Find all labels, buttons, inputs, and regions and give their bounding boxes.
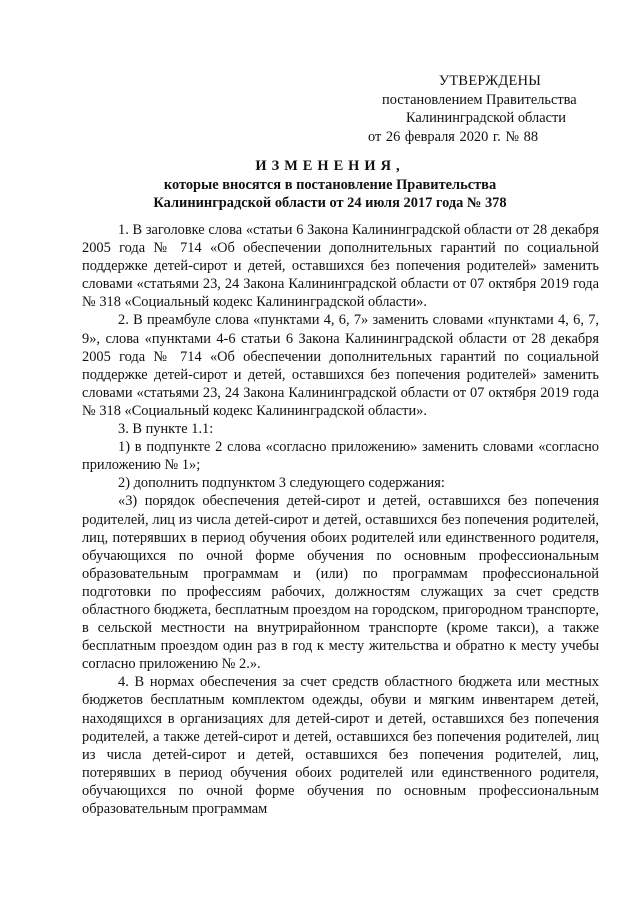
heading-subtitle-line-1: которые вносятся в постановление Правительства <box>163 176 497 193</box>
paragraph-3-quote: «3) порядок обеспечения детей-сирот и детей, оставшихся без попечения родителей, лиц из числа детей-сирот и детей, оставшихся без попечения родителей, лиц, потерявших в период обучения обоих родителей или единственного родителя, обучающихся по очной форме обучения по основным профессиональным образовательным программам и (или) по программам профессиональной подготовки по профессиям рабочих, должностям служащих за счет средств областного бюджета, бесплатным проездом на городском, пригородном транспорте, в сельской местности на внутрирайонном транспорте (кроме такси), а также бесплатным проездом один раз в год к месту жительства и обратно к месту учебы согласно приложению № 2.». <box>82 493 599 673</box>
paragraph-3: 3. В пункте 1.1: <box>118 421 214 438</box>
paragraph-3-sub-1: 1) в подпункте 2 слова «согласно приложению» заменить словами «согласно приложению № 1»; <box>82 439 599 474</box>
paragraph-2: 2. В преамбуле слова «пунктами 4, 6, 7» заменить словами «пунктами 4, 6, 7, 9», слова «пунктами 4-6 статьи 6 Закона Калининградской области от 28 декабря 2005 года № 714 «Об обеспечении дополнительных гарантий по социальной поддержке детей-сирот и детей, оставшихся без попечения родителей» заменить словами «статьями 23, 24 Закона Калининградской области от 07 октября 2019 года № 318 «Социальный кодекс Калининградской области». <box>82 312 599 419</box>
document-body <box>82 221 599 818</box>
approval-date: от 26 февраля 2020 г. № 88 <box>368 128 539 145</box>
paragraph-3-sub-2: 2) дополнить подпунктом 3 следующего содержания: <box>118 475 445 492</box>
approval-title: УТВЕРЖДЕНЫ <box>438 73 542 89</box>
paragraph-1: 1. В заголовке слова «статьи 6 Закона Калининградской области от 28 декабря 2005 года № 714 «Об обеспечении дополнительных гарантий по социальной поддержке детей-сирот и детей, оставшихся без попечения родителей» заменить словами «статьями 23, 24 Закона Калининградской области от 07 октября 2019 года № 318 «Социальный кодекс Калининградской области». <box>82 222 599 311</box>
heading-subtitle-line-2: Калининградской области от 24 июля 2017 года № 378 <box>153 195 507 211</box>
approval-line-1: постановлением Правительства <box>382 91 577 108</box>
document-heading <box>150 157 510 213</box>
paragraph-4: 4. В нормах обеспечения за счет средств областного бюджета или местных бюджетов бесплатным комплектом одежды, обуви и мягким инвентарем детей, находящихся в организациях для детей-сирот и детей, оставшихся без попечения родителей, а также детей-сирот и детей, оставшихся без попечения родителей, лиц из числа детей-сирот и детей, оставшихся без попечения родителей, лиц, потерявших в период обучения обоих родителей или единственного родителя, обучающихся по очной форме обучения по основным профессиональным образовательным программам <box>82 674 599 817</box>
heading-title: ИЗМЕНЕНИЯ, <box>255 158 405 174</box>
approval-stamp <box>368 72 600 146</box>
approval-line-2: Калининградской области <box>406 110 566 126</box>
